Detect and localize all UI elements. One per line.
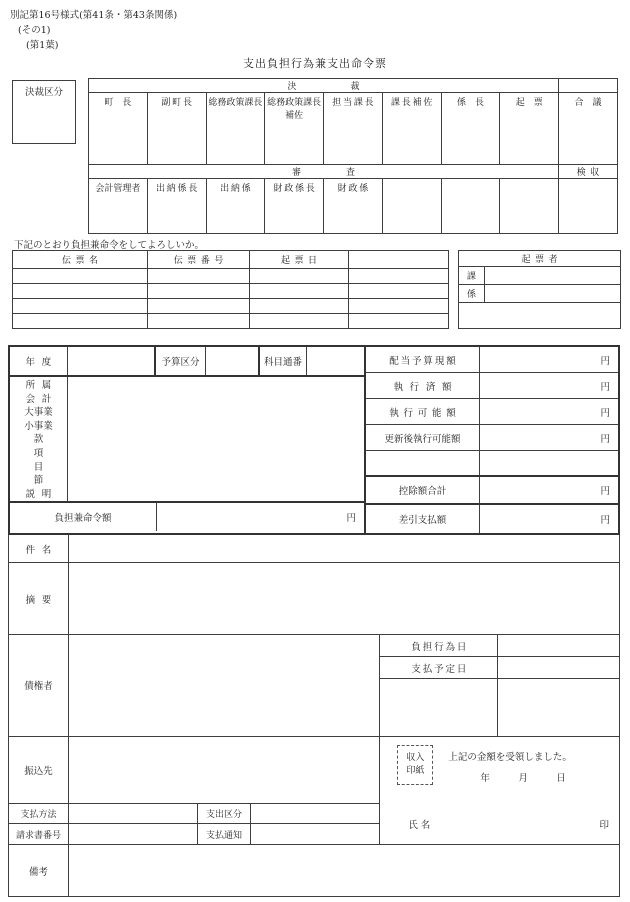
payment-right-block <box>380 635 619 844</box>
voucher-cell <box>349 284 449 299</box>
subject-label: 件名 <box>9 535 69 562</box>
approval-category-label: 決裁区分 <box>24 87 63 98</box>
decision-header: 決 裁 <box>89 79 559 93</box>
voucher-cell <box>13 284 148 299</box>
executable-label: 執行可能額 <box>366 399 480 424</box>
voucher-cell <box>250 299 349 314</box>
signature-cell <box>382 179 441 234</box>
pay-method-row <box>9 804 379 824</box>
executable-after-label: 更新後執行可能額 <box>366 425 480 450</box>
budget-class-field <box>206 347 260 375</box>
audit-column-header: 会計管理者 <box>89 179 148 234</box>
pay-due-date-label: 支払予定日 <box>380 657 498 678</box>
payee-name-label: 氏名 <box>408 820 434 831</box>
creditor-row <box>9 635 379 737</box>
voucher-cell <box>349 299 449 314</box>
approval-column-header: 担当課長 <box>324 93 383 165</box>
detail-table <box>8 535 620 897</box>
approval-column-header: 課長補佐 <box>382 93 441 165</box>
executable-field <box>480 399 618 424</box>
transfer-to-label: 振込先 <box>9 737 69 804</box>
allocated-label: 配当予算現額 <box>366 347 480 372</box>
drafter-empty-cell <box>459 303 621 329</box>
invoice-row <box>9 824 379 844</box>
signature-cell <box>441 179 500 234</box>
voucher-cell <box>148 284 250 299</box>
receipt-date-line: 年 月 日 <box>480 773 566 784</box>
executed-label: 執行済額 <box>366 373 480 398</box>
invoice-no-label: 請求書番号 <box>9 824 69 844</box>
yen-suffix: 円 <box>600 433 610 445</box>
order-amount-field <box>157 503 364 531</box>
account-row <box>10 377 364 503</box>
audit-header: 審 査 <box>89 165 559 179</box>
pay-notice-label: 支払通知 <box>198 824 251 844</box>
signature-cell <box>559 179 618 234</box>
drafter-staff-field <box>485 285 621 303</box>
form-sheet: (第1葉) <box>26 40 59 51</box>
yen-suffix: 円 <box>600 407 610 419</box>
approval-column-header: 総務政策課長補佐 <box>265 93 324 165</box>
voucher-cell <box>349 269 449 284</box>
drafter-section-field <box>485 267 621 285</box>
budget-left-block <box>10 347 366 533</box>
pay-due-date-field <box>498 657 619 678</box>
remarks-label: 備考 <box>9 845 69 896</box>
drafter-table <box>458 250 621 329</box>
inspection-header: 検収 <box>559 165 618 179</box>
deduction-total-row <box>366 475 618 505</box>
act-date-label: 負担行為日 <box>380 635 498 656</box>
subject-serial-label: 科目通番 <box>260 347 308 375</box>
executable-row <box>366 399 618 425</box>
approval-column-header: 係長 <box>441 93 500 165</box>
voucher-cell <box>148 314 250 329</box>
yen-suffix: 円 <box>346 513 356 524</box>
drafter-title: 起票者 <box>459 251 621 267</box>
yen-suffix: 円 <box>600 515 610 526</box>
signature-cell <box>500 179 559 234</box>
receipt-block <box>380 737 619 844</box>
voucher-cell <box>349 314 449 329</box>
expense-class-field <box>251 804 379 823</box>
net-payment-row <box>366 505 618 533</box>
deduction-total-field <box>480 477 618 503</box>
pay-notice-field <box>251 824 379 844</box>
audit-column-header: 出納係 <box>206 179 265 234</box>
pay-due-date-row <box>380 657 619 679</box>
allocated-field <box>480 347 618 372</box>
voucher-cell <box>13 299 148 314</box>
transfer-to-field <box>69 737 379 804</box>
account-labels: 所属 会計 大事業 小事業 款 項 目 節 説明 <box>10 377 68 501</box>
act-date-row <box>380 635 619 657</box>
summary-field <box>69 563 619 634</box>
yen-suffix: 円 <box>600 355 610 367</box>
remarks-field <box>69 845 619 896</box>
creditor-payment-section <box>9 635 619 845</box>
executed-row <box>366 373 618 399</box>
voucher-cell <box>250 284 349 299</box>
deduction-total-label: 控除額合計 <box>366 477 480 503</box>
summary-row <box>9 563 619 635</box>
voucher-name-header: 伝票名 <box>13 251 148 269</box>
executable-after-row <box>366 425 618 451</box>
creditor-field <box>69 635 379 736</box>
account-field <box>68 377 364 501</box>
yen-suffix: 円 <box>600 486 610 497</box>
pay-method-label: 支払方法 <box>9 804 69 823</box>
form-title: 支出負担行為兼支出命令票 <box>243 57 387 70</box>
year-field <box>68 347 157 375</box>
drafter-staff-label: 係 <box>459 285 485 303</box>
budget-top-row <box>10 347 364 377</box>
budget-class-label: 予算区分 <box>156 347 206 375</box>
audit-column-header: 財政係 <box>324 179 383 234</box>
approval-column-header: 副町長 <box>147 93 206 165</box>
voucher-extra-header <box>349 251 449 269</box>
transfer-to-row <box>9 737 379 805</box>
voucher-table <box>12 250 449 329</box>
audit-column-header: 財政係長 <box>265 179 324 234</box>
net-payment-label: 差引支払額 <box>366 505 480 533</box>
budget-empty-row <box>366 451 618 475</box>
receipt-message: 上記の金額を受領しました。 <box>448 752 572 763</box>
executable-after-field <box>480 425 618 450</box>
voucher-cell <box>148 299 250 314</box>
remarks-row <box>9 845 619 896</box>
order-amount-label: 負担兼命令額 <box>10 503 157 531</box>
approval-column-header: 合議 <box>559 93 618 165</box>
voucher-cell <box>13 314 148 329</box>
approval-table <box>88 78 618 234</box>
audit-column-header: 出納係長 <box>147 179 206 234</box>
approval-column-header: 起票 <box>500 93 559 165</box>
voucher-date-header: 起票日 <box>250 251 349 269</box>
creditor-left-block <box>9 635 380 844</box>
request-text: 下記のとおり負担兼命令をしてよろしいか。 <box>14 240 205 251</box>
approval-category-box <box>12 80 76 144</box>
voucher-cell <box>250 269 349 284</box>
act-date-field <box>498 635 619 656</box>
payment-empty-row <box>380 679 619 737</box>
seal-mark: 印 <box>599 820 609 831</box>
approval-column-header: 町長 <box>89 93 148 165</box>
decision-header-spacer <box>559 79 618 93</box>
subject-row <box>9 535 619 563</box>
budget-table <box>8 345 620 535</box>
voucher-cell <box>148 269 250 284</box>
form-part: (その1) <box>18 25 51 36</box>
subject-serial-field <box>307 347 364 375</box>
year-label: 年度 <box>10 347 68 375</box>
summary-label: 摘要 <box>9 563 69 634</box>
drafter-section-label: 課 <box>459 267 485 285</box>
approval-column-header: 総務政策課長 <box>206 93 265 165</box>
allocated-row <box>366 347 618 373</box>
order-amount-row <box>10 503 364 531</box>
pay-method-field <box>69 804 198 823</box>
form-reference: 別記第16号様式(第41条・第43条関係) <box>10 10 178 21</box>
voucher-cell <box>13 269 148 284</box>
voucher-cell <box>250 314 349 329</box>
net-payment-field <box>480 505 618 533</box>
budget-right-block <box>366 347 618 533</box>
revenue-stamp-box: 収入 印紙 <box>397 745 433 785</box>
yen-suffix: 円 <box>600 381 610 393</box>
expense-class-label: 支出区分 <box>198 804 251 823</box>
invoice-no-field <box>69 824 198 844</box>
executed-field <box>480 373 618 398</box>
subject-field <box>69 535 619 562</box>
voucher-number-header: 伝票番号 <box>148 251 250 269</box>
creditor-label: 債権者 <box>9 635 69 736</box>
